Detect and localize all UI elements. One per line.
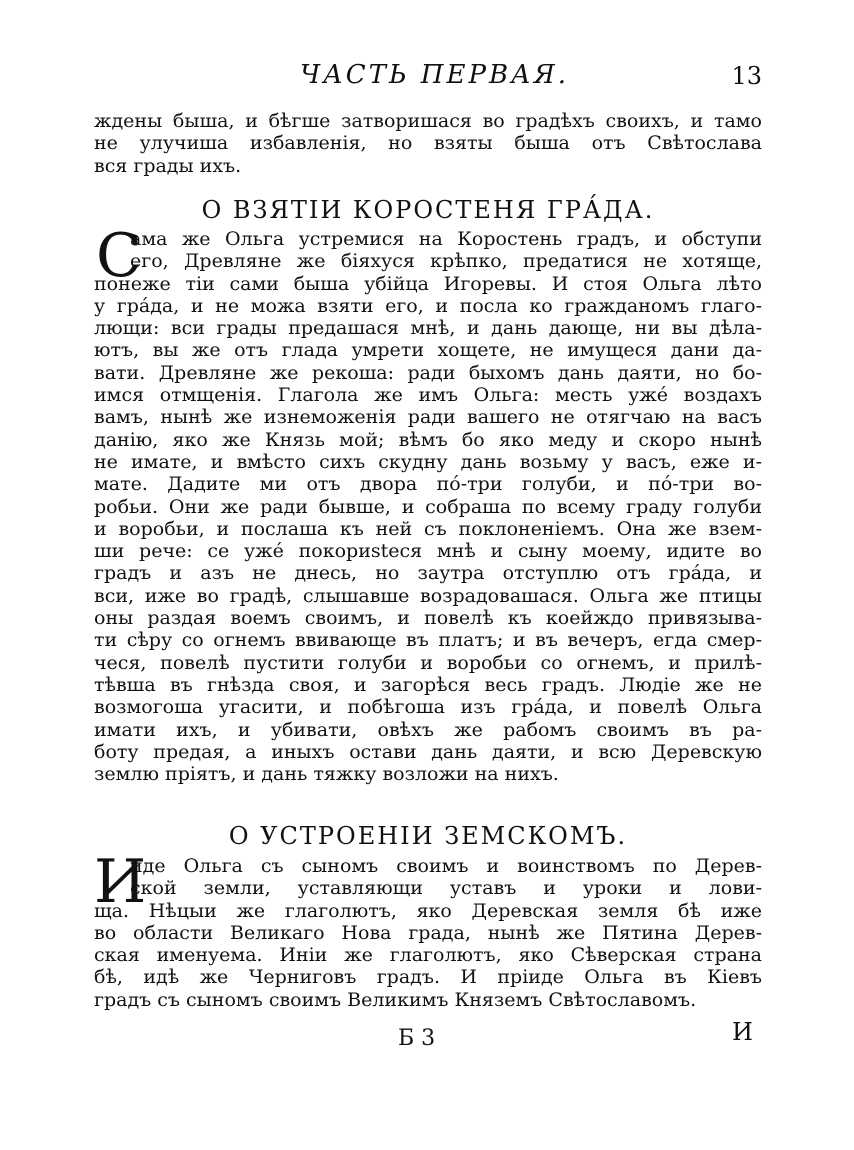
text-line: ща. Нѣцыи же глаголютъ, яко Деревская земля бѣ иже bbox=[94, 899, 762, 922]
section-heading: О УСТРОЕНІИ ЗЕМСКОМЪ. bbox=[228, 822, 628, 850]
text-line: ти сѣру со огнемъ ввивающе въ платъ; и въ вечеръ, егда смер- bbox=[94, 629, 762, 652]
text-line: его, Древляне же бiяхуся крѣпко, предатися не хотяще, bbox=[130, 250, 762, 273]
text-line: имся отмщенія. Глагола же имъ Ольга: месть уже́ воздахъ bbox=[94, 384, 762, 407]
text-line: оны раздая воемъ своимъ, и повелѣ къ коейждо привязыва- bbox=[94, 607, 762, 630]
text-line: ской земли, уставляющи уставъ и уроки и лови- bbox=[130, 877, 762, 900]
text-line: тѣвша въ гнѣзда своя, и загорѣся весь градъ. Людіе же не bbox=[94, 673, 762, 696]
text-line: лющи: вси грады предашася мнѣ, и дань дающе, ни вы дѣла- bbox=[94, 317, 762, 340]
section-paragraph bbox=[94, 855, 762, 1011]
text-line: ждены быша, и бѣгше затворишася во градѣхъ своихъ, и тамо bbox=[94, 110, 762, 132]
text-line: вати. Древляне же рекоша: ради быхомъ дань даяти, но бо- bbox=[94, 361, 762, 384]
text-line: бѣ, идѣ же Черниговъ градъ. И прiиде Ольга въ Кiевъ bbox=[94, 966, 762, 989]
text-line: во области Великаго Нова града, нынѣ же Пятина Дерев- bbox=[94, 921, 762, 944]
running-title: ЧАСТЬ ПЕРВАЯ. bbox=[300, 60, 570, 90]
signature-mark: Б 3 bbox=[398, 1026, 436, 1051]
text-line: и воробьи, и послаша къ ней съ поклоненіемъ. Она же взем- bbox=[94, 517, 762, 540]
section-heading: О ВЗЯТІИ КОРОСТЕНЯ ГРА́ДА. bbox=[201, 196, 655, 224]
text-line: градъ съ сыномъ своимъ Великимъ Княземъ Свѣтославомъ. bbox=[94, 988, 697, 1011]
text-line: не имате, и вмѣсто сихъ скудну дань возьму у васъ, еже и- bbox=[94, 450, 762, 473]
text-line: ютъ, вы же отъ глада умрети хощете, не имущеся дани да- bbox=[94, 339, 762, 362]
text-line: ши рече: се уже́ покориstеся мнѣ и сыну моему, идите во bbox=[94, 540, 762, 563]
text-line: вся грады ихъ. bbox=[94, 154, 242, 177]
text-line: иде Ольга съ сыномъ своимъ и воинствомъ по Дерев- bbox=[130, 855, 762, 877]
text-line: вамъ, нынѣ же изнеможенія ради вашего не отягчаю на васъ bbox=[94, 406, 762, 429]
text-line: ама же Ольга устремися на Коростень градъ, и обступи bbox=[130, 228, 762, 250]
drop-cap: С bbox=[96, 221, 142, 291]
catchword: И bbox=[732, 1018, 753, 1046]
section-paragraph bbox=[94, 221, 762, 786]
text-line: понеже тiи сами быша убiйца Игоревы. И стоя Ольга лѣто bbox=[94, 272, 762, 295]
text-line: градъ и азъ не днесь, но заутра отступлю отъ гра́да, и bbox=[94, 562, 762, 585]
text-line: возмогоша угасити, и побѣгоша изъ гра́да, и повелѣ Ольга bbox=[94, 696, 762, 719]
text-line: данію, яко же Князь мой; вѣмъ бо яко меду и скоро нынѣ bbox=[94, 428, 762, 451]
drop-cap: И bbox=[94, 847, 147, 917]
text-line: не улучиша избавленія, но взяты быша отъ Свѣтослава bbox=[94, 132, 762, 155]
text-line: робьи. Они же ради бывше, и собраша по всему граду голуби bbox=[94, 495, 762, 518]
text-line: вси, иже во градѣ, слышавше возрадовашася. Ольга же птицы bbox=[94, 584, 762, 607]
text-line: имати ихъ, и убивати, овѣхъ же рабомъ своимъ въ ра- bbox=[94, 718, 762, 741]
text-line: землю прiятъ, и дань тяжку возложи на нихъ. bbox=[94, 763, 559, 786]
page-number: 13 bbox=[731, 62, 762, 90]
text-line: мате. Дадите ми отъ двора по́-три голуби, и по́-три во- bbox=[94, 473, 762, 496]
intro-paragraph bbox=[94, 110, 762, 177]
text-line: чеся, повелѣ пустити голуби и воробьи со огнемъ, и прилѣ- bbox=[94, 651, 762, 674]
text-line: боту предая, а иныхъ остави дань даяти, и всю Деревскую bbox=[94, 740, 762, 763]
text-line: у гра́да, и не можа взяти его, и посла ко гражданомъ глаго- bbox=[94, 294, 762, 317]
text-line: ская именуема. Инiи же глаголютъ, яко Сѣверская страна bbox=[94, 944, 762, 967]
